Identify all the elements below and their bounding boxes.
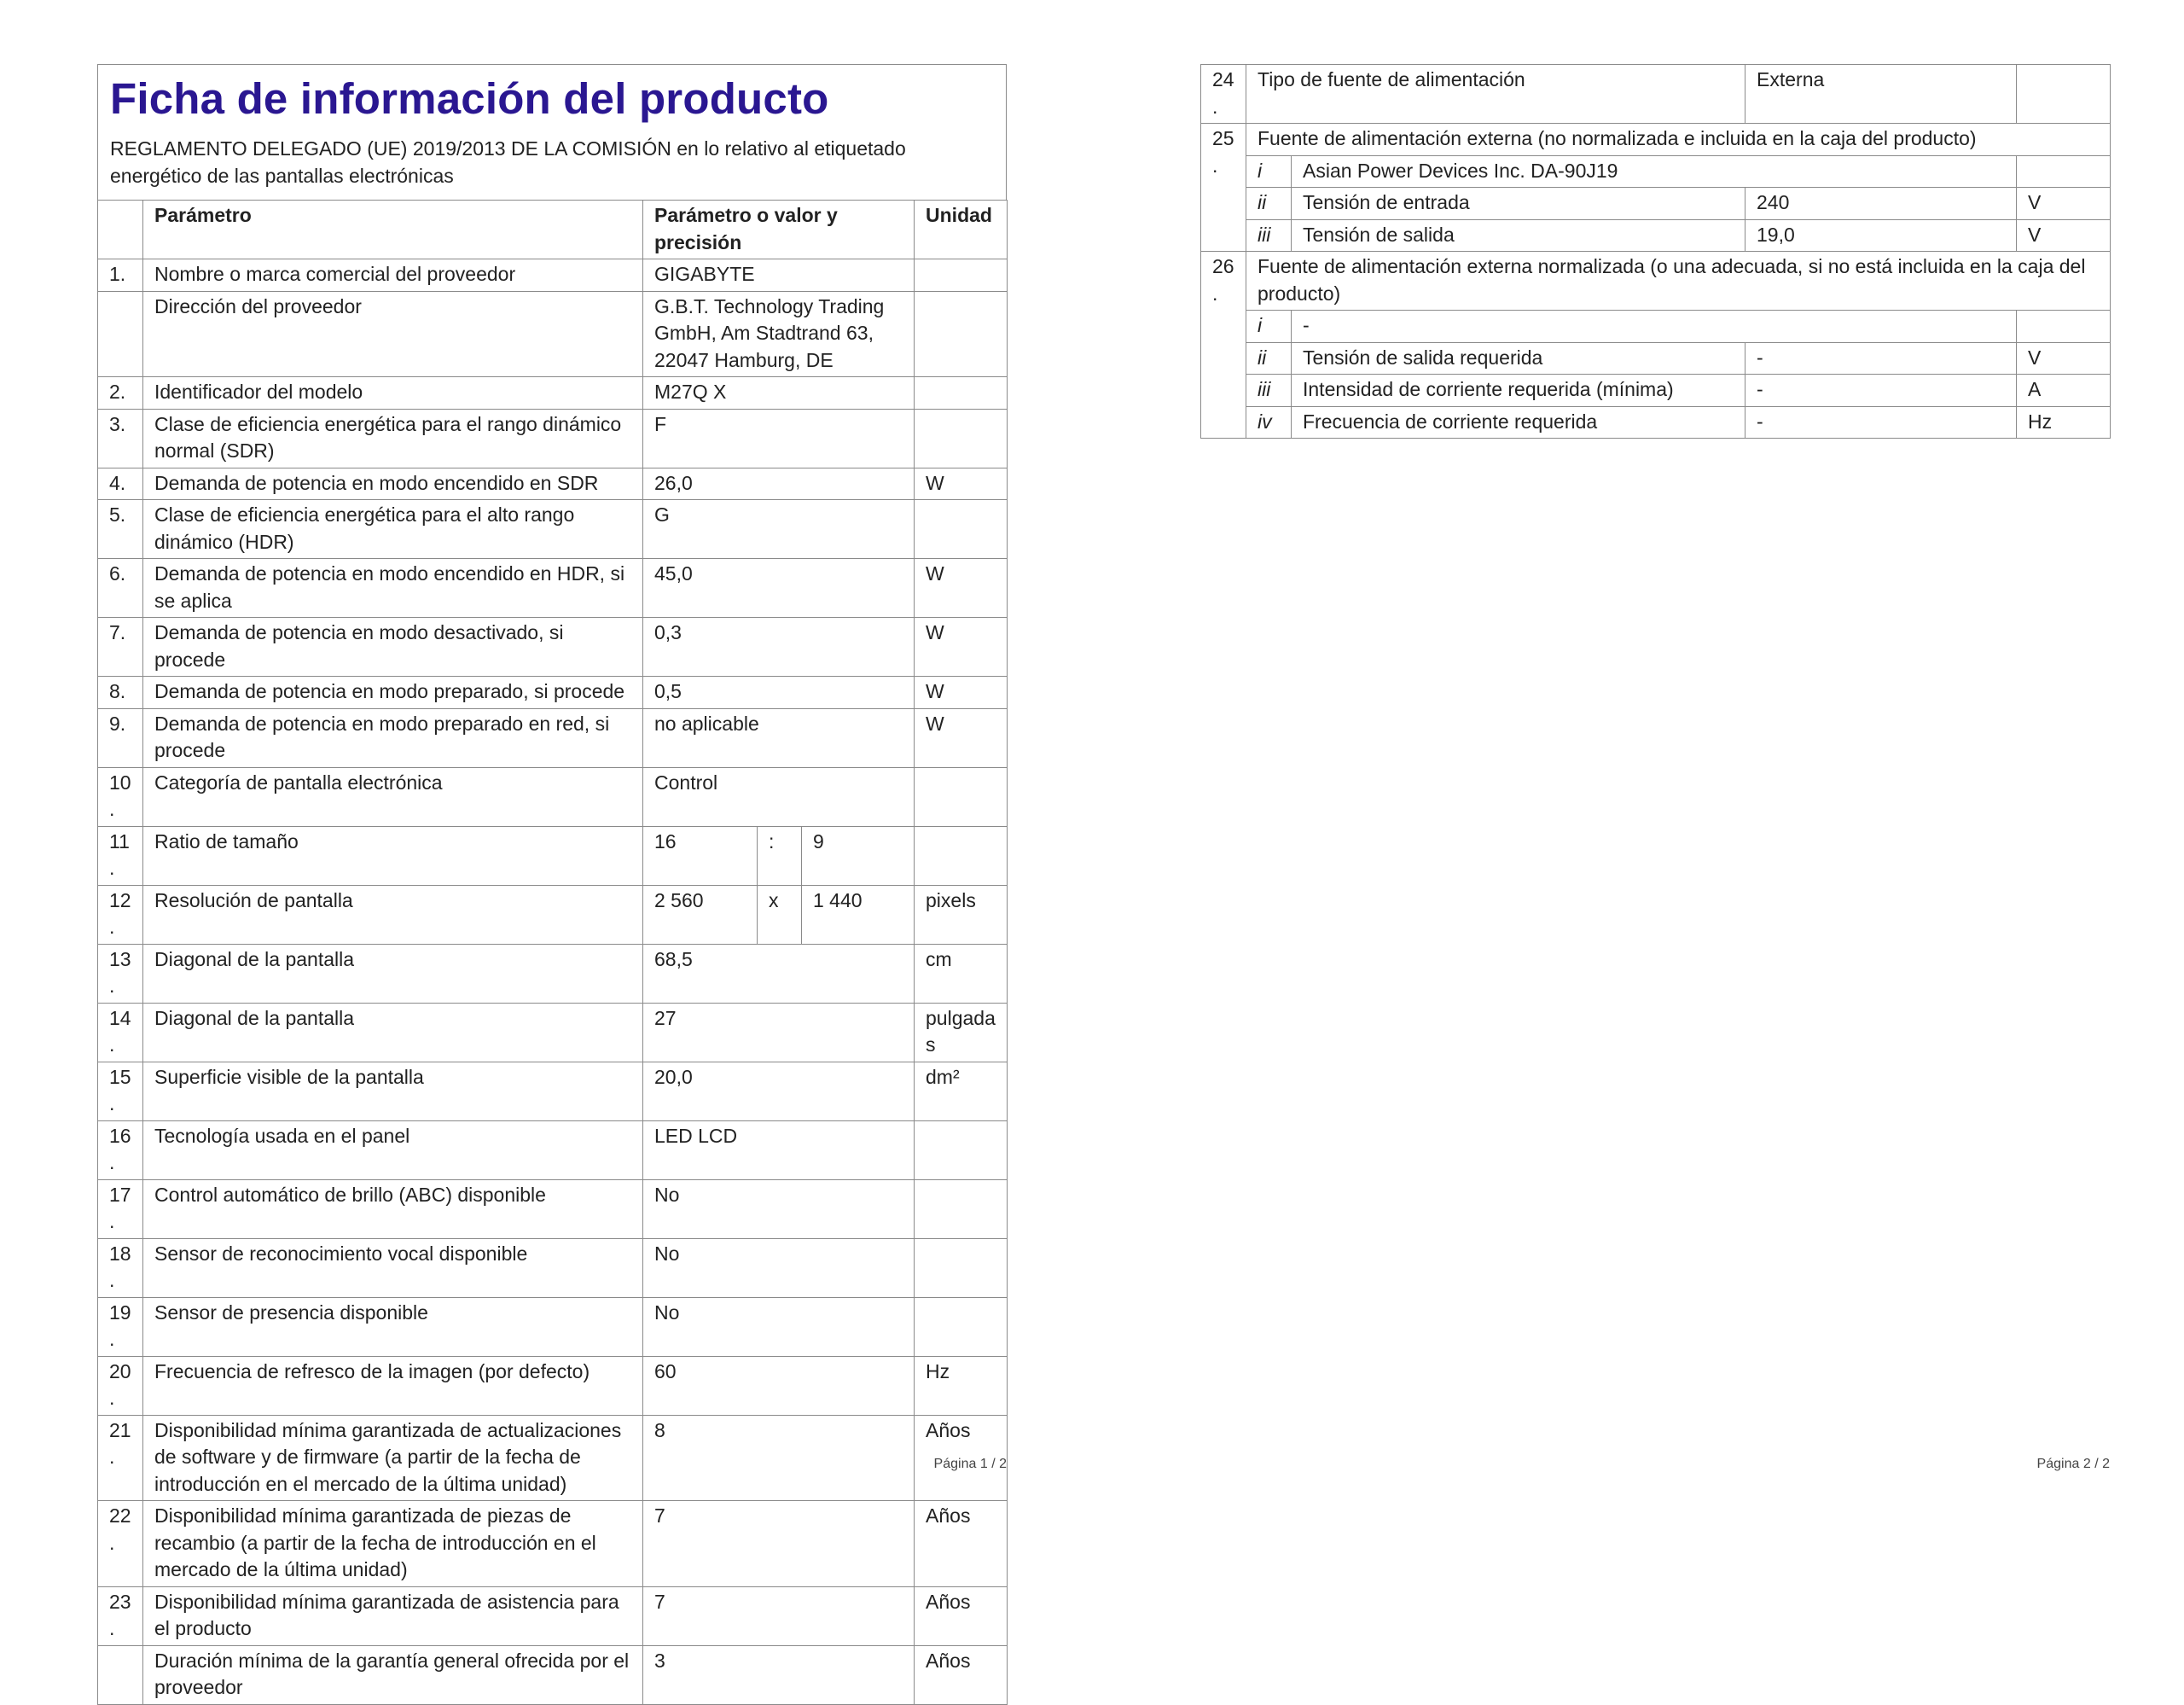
row-number: [98, 291, 143, 377]
sub-index: i: [1246, 155, 1292, 188]
row-value: LED LCD: [643, 1120, 915, 1179]
row-value: no aplicable: [643, 708, 915, 767]
row-unit: [915, 1120, 1008, 1179]
row-value: 3: [643, 1645, 915, 1704]
page-title: Ficha de información del producto: [110, 74, 829, 123]
page-current: 1: [979, 1457, 988, 1471]
table-body: [98, 259, 1008, 1705]
sub-label: -: [1292, 311, 2017, 343]
row-unit: [915, 826, 1008, 885]
table-row: [98, 377, 1008, 410]
row-unit: pixels: [915, 885, 1008, 944]
row-param: Demanda de potencia en modo preparado, si procede: [143, 677, 643, 709]
row-value-sep: :: [758, 826, 802, 885]
row-number: 26.: [1201, 252, 1246, 439]
row-param: Frecuencia de refresco de la imagen (por defecto): [143, 1356, 643, 1415]
row-value: M27Q X: [643, 377, 915, 410]
sub-value: -: [1745, 375, 2017, 407]
row-number: [98, 1645, 143, 1704]
row-number: 7.: [98, 618, 143, 677]
sub-label: Tensión de salida: [1292, 219, 1745, 252]
row-number: 22.: [98, 1501, 143, 1587]
sub-index: ii: [1246, 188, 1292, 220]
row-param: Tipo de fuente de alimentación: [1246, 65, 1745, 124]
row-unit: W: [915, 468, 1008, 500]
header-num: [98, 201, 143, 259]
row-param: Nombre o marca comercial del proveedor: [143, 259, 643, 292]
row-unit: Hz: [915, 1356, 1008, 1415]
table-header-row: [98, 201, 1008, 259]
row-param: Ratio de tamaño: [143, 826, 643, 885]
table-row: [98, 1179, 1008, 1238]
row-value-b: 9: [802, 826, 915, 885]
table-row: [98, 1120, 1008, 1179]
row-unit: [915, 291, 1008, 377]
row-value: No: [643, 1179, 915, 1238]
page-sep: /: [2094, 1457, 2099, 1471]
table-row: [98, 1238, 1008, 1297]
row-value: 20,0: [643, 1062, 915, 1120]
sub-label: Frecuencia de corriente requerida: [1292, 406, 1745, 439]
page-total: 2: [2102, 1457, 2110, 1471]
header-param: Parámetro: [143, 201, 643, 259]
row-number: 23.: [98, 1586, 143, 1645]
row-param: Fuente de alimentación externa (no normalizada e incluida en la caja del producto): [1246, 124, 2111, 156]
row-param: Categoría de pantalla electrónica: [143, 767, 643, 826]
sub-index: iv: [1246, 406, 1292, 439]
sub-row: [1201, 375, 2111, 407]
row-param: Disponibilidad mínima garantizada de asistencia para el producto: [143, 1586, 643, 1645]
row-value: 45,0: [643, 559, 915, 618]
row-param: Demanda de potencia en modo encendido en HDR, si se aplica: [143, 559, 643, 618]
sub-row: [1201, 311, 2111, 343]
row-unit: pulgadas: [915, 1003, 1008, 1062]
row-param: Diagonal de la pantalla: [143, 944, 643, 1003]
table-row: [98, 1501, 1008, 1587]
row-param: Demanda de potencia en modo desactivado, si procede: [143, 618, 643, 677]
row-unit: [915, 1238, 1008, 1297]
sub-label: Tensión de entrada: [1292, 188, 1745, 220]
sub-label: Tensión de salida requerida: [1292, 342, 1745, 375]
sub-unit: V: [2017, 219, 2111, 252]
row-number: 16.: [98, 1120, 143, 1179]
row-unit: Años: [915, 1586, 1008, 1645]
row-number: 9.: [98, 708, 143, 767]
row-param: Demanda de potencia en modo preparado en red, si procede: [143, 708, 643, 767]
row-number: 13.: [98, 944, 143, 1003]
row-param: Diagonal de la pantalla: [143, 1003, 643, 1062]
table-row: [1201, 252, 2111, 311]
table-row: [98, 1586, 1008, 1645]
row-value: 7: [643, 1586, 915, 1645]
table-row: [98, 291, 1008, 377]
sub-index: i: [1246, 311, 1292, 343]
row-number: 20.: [98, 1356, 143, 1415]
row-unit: [915, 259, 1008, 292]
table-row: [98, 767, 1008, 826]
table-row: [98, 1062, 1008, 1120]
sub-row: [1201, 188, 2111, 220]
row-value-b: 1 440: [802, 885, 915, 944]
row-value-a: 2 560: [643, 885, 758, 944]
row-unit: [2017, 65, 2111, 124]
table-row: [98, 708, 1008, 767]
row-number: 10.: [98, 767, 143, 826]
table-row: [98, 1645, 1008, 1704]
header-box: [97, 64, 1007, 200]
page-label: Página: [2036, 1457, 2080, 1471]
sub-value: -: [1745, 342, 2017, 375]
table-row: [98, 468, 1008, 500]
table-row: [98, 885, 1008, 944]
row-value: 0,3: [643, 618, 915, 677]
sub-row: [1201, 219, 2111, 252]
row-value: 7: [643, 1501, 915, 1587]
page-current: 2: [2082, 1457, 2091, 1471]
row-number: 4.: [98, 468, 143, 500]
header-unit: Unidad: [915, 201, 1008, 259]
row-value: F: [643, 409, 915, 468]
row-number: 15.: [98, 1062, 143, 1120]
row-number: 18.: [98, 1238, 143, 1297]
row-value: No: [643, 1297, 915, 1356]
sub-value: 240: [1745, 188, 2017, 220]
table-row: [98, 677, 1008, 709]
table-row: [98, 1003, 1008, 1062]
row-param: Duración mínima de la garantía general ofrecida por el proveedor: [143, 1645, 643, 1704]
row-value: G.B.T. Technology Trading GmbH, Am Stadtrand 63, 22047 Hamburg, DE: [643, 291, 915, 377]
row-value-a: 16: [643, 826, 758, 885]
sub-index: ii: [1246, 342, 1292, 375]
row-unit: [915, 500, 1008, 559]
row-param: Clase de eficiencia energética para el alto rango dinámico (HDR): [143, 500, 643, 559]
sub-unit: [2017, 311, 2111, 343]
row-param: Dirección del proveedor: [143, 291, 643, 377]
row-unit: W: [915, 559, 1008, 618]
page-total: 2: [999, 1457, 1007, 1471]
table-row: [98, 559, 1008, 618]
row-unit: [915, 1179, 1008, 1238]
sub-unit: [2017, 155, 2111, 188]
table-row: [98, 618, 1008, 677]
page-subtitle: REGLAMENTO DELEGADO (UE) 2019/2013 DE LA COMISIÓN en lo relativo al etiquetado energético de las pantallas electrónicas: [110, 137, 906, 187]
row-number: 6.: [98, 559, 143, 618]
row-unit: dm²: [915, 1062, 1008, 1120]
row-param: Tecnología usada en el panel: [143, 1120, 643, 1179]
table-row: [98, 409, 1008, 468]
row-unit: [915, 377, 1008, 410]
row-number: 24.: [1201, 65, 1246, 124]
row-unit: [915, 767, 1008, 826]
sub-unit: V: [2017, 342, 2111, 375]
row-param: Disponibilidad mínima garantizada de piezas de recambio (a partir de la fecha de introducción en el mercado de la última unidad): [143, 1501, 643, 1587]
row-unit: Años: [915, 1645, 1008, 1704]
row-value: 27: [643, 1003, 915, 1062]
row-number: 21.: [98, 1415, 143, 1501]
power-supply-table: [1200, 64, 2111, 439]
row-value: 8: [643, 1415, 915, 1501]
row-number: 19.: [98, 1297, 143, 1356]
row-unit: W: [915, 618, 1008, 677]
row-number: 8.: [98, 677, 143, 709]
sub-index: iii: [1246, 219, 1292, 252]
row-value: GIGABYTE: [643, 259, 915, 292]
row-param: Fuente de alimentación externa normalizada (o una adecuada, si no está incluida en la caja del producto): [1246, 252, 2111, 311]
row-unit: W: [915, 677, 1008, 709]
row-unit: Años: [915, 1501, 1008, 1587]
row-value: G: [643, 500, 915, 559]
row-value: 68,5: [643, 944, 915, 1003]
sub-label: Asian Power Devices Inc. DA-90J19: [1292, 155, 2017, 188]
row-number: 14.: [98, 1003, 143, 1062]
row-param: Demanda de potencia en modo encendido en SDR: [143, 468, 643, 500]
row-number: 25.: [1201, 124, 1246, 252]
row-unit: [915, 1297, 1008, 1356]
page-2: [1200, 64, 2110, 439]
table-row: [98, 1297, 1008, 1356]
table-row: [98, 944, 1008, 1003]
row-unit: cm: [915, 944, 1008, 1003]
sub-value: 19,0: [1745, 219, 2017, 252]
row-number: 17.: [98, 1179, 143, 1238]
table-row: [1201, 124, 2111, 156]
row-value: No: [643, 1238, 915, 1297]
sub-unit: A: [2017, 375, 2111, 407]
row-value: 60: [643, 1356, 915, 1415]
row-number: 1.: [98, 259, 143, 292]
row-number: 3.: [98, 409, 143, 468]
row-unit: Años: [915, 1415, 1008, 1501]
sub-label: Intensidad de corriente requerida (mínima): [1292, 375, 1745, 407]
page-label: Página: [933, 1457, 977, 1471]
row-param: Identificador del modelo: [143, 377, 643, 410]
table-row: [98, 259, 1008, 292]
sub-unit: Hz: [2017, 406, 2111, 439]
row-param: Clase de eficiencia energética para el rango dinámico normal (SDR): [143, 409, 643, 468]
page-sep: /: [991, 1457, 996, 1471]
row-number: 5.: [98, 500, 143, 559]
page-number: [836, 1457, 1007, 1472]
row-param: Superficie visible de la pantalla: [143, 1062, 643, 1120]
sub-unit: V: [2017, 188, 2111, 220]
row-value: Control: [643, 767, 915, 826]
row-value: 26,0: [643, 468, 915, 500]
table-row: [1201, 65, 2111, 124]
row-param: Sensor de reconocimiento vocal disponible: [143, 1238, 643, 1297]
row-param: Resolución de pantalla: [143, 885, 643, 944]
table-row: [98, 826, 1008, 885]
row-number: 12.: [98, 885, 143, 944]
row-number: 11.: [98, 826, 143, 885]
row-value: Externa: [1745, 65, 2017, 124]
sub-row: [1201, 155, 2111, 188]
sub-row: [1201, 406, 2111, 439]
table-row: [98, 500, 1008, 559]
row-param: Control automático de brillo (ABC) disponible: [143, 1179, 643, 1238]
row-unit: [915, 409, 1008, 468]
sub-index: iii: [1246, 375, 1292, 407]
table-row: [98, 1356, 1008, 1415]
product-info-table: [97, 200, 1008, 1705]
row-param: Disponibilidad mínima garantizada de actualizaciones de software y de firmware (a partir de la fecha de introducción en el mercado de la última unidad): [143, 1415, 643, 1501]
row-number: 2.: [98, 377, 143, 410]
row-param: Sensor de presencia disponible: [143, 1297, 643, 1356]
row-value-sep: x: [758, 885, 802, 944]
header-value: Parámetro o valor y precisión: [643, 201, 915, 259]
row-unit: W: [915, 708, 1008, 767]
row-value: 0,5: [643, 677, 915, 709]
sub-value: -: [1745, 406, 2017, 439]
sub-row: [1201, 342, 2111, 375]
page-number: [1939, 1457, 2110, 1472]
